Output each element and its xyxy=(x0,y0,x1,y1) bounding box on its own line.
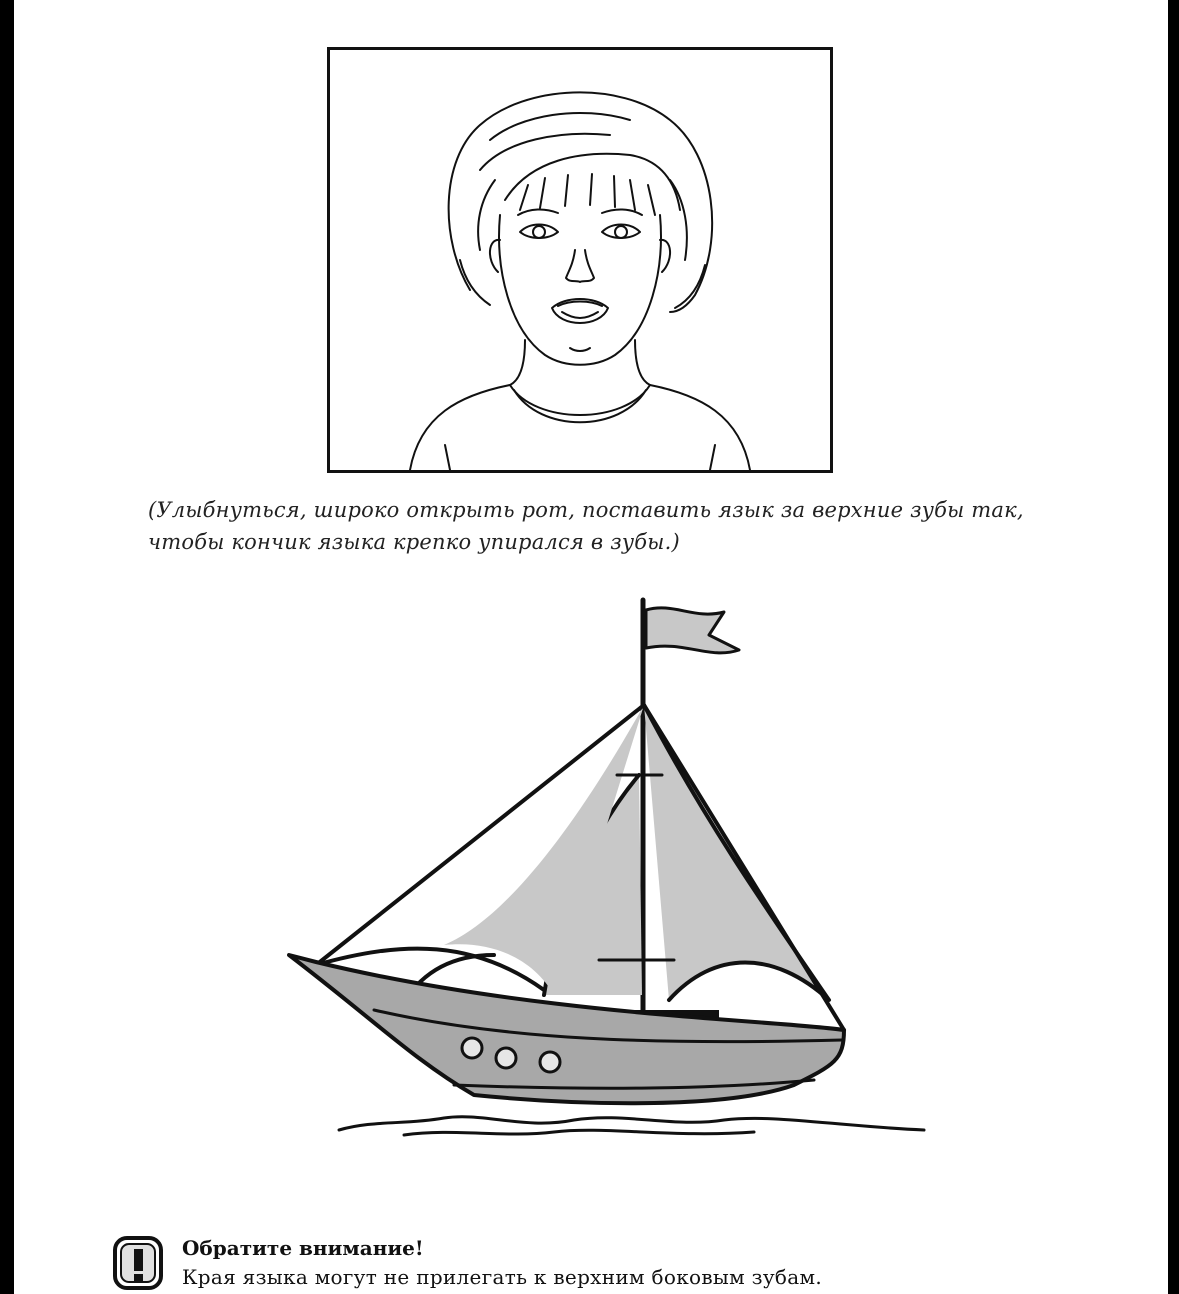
sailboat-illustration xyxy=(254,590,934,1150)
instruction-caption xyxy=(148,494,1088,558)
caption-line-2: чтобы кончик языка крепко упирался в зубы.) xyxy=(148,530,680,554)
attention-note xyxy=(112,1230,1112,1294)
document-page xyxy=(14,0,1168,1294)
caption-line-1: (Улыбнуться, широко открыть рот, поставить язык за верхние зубы так, xyxy=(148,498,1024,522)
note-title: Обратите внимание! xyxy=(182,1236,424,1260)
child-face-illustration xyxy=(327,47,833,473)
sailboat-drawing xyxy=(254,590,934,1150)
note-text: Края языка могут не прилегать к верхним боковым зубам. xyxy=(182,1265,822,1289)
exclamation-icon xyxy=(112,1235,164,1291)
child-face-drawing xyxy=(330,50,830,470)
